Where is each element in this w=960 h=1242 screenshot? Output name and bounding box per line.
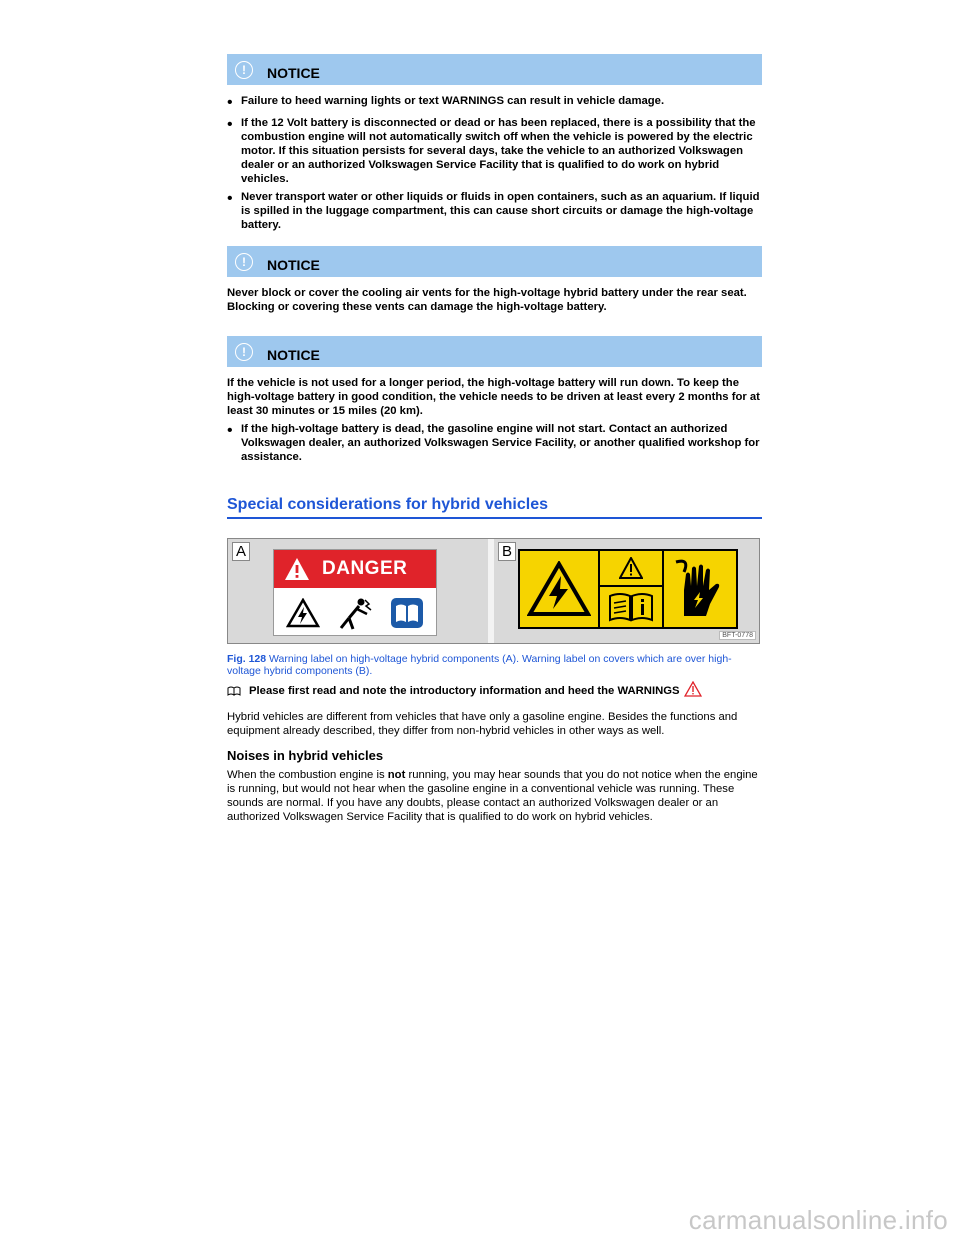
bullet-icon: •: [227, 422, 233, 439]
notice-box-2: [227, 246, 762, 314]
danger-word: DANGER: [322, 558, 408, 579]
panel-b-letter: B: [498, 542, 516, 561]
panel-a-letter: A: [232, 542, 250, 561]
notice-bullet: • Never transport water or other liquids or fluids in open containers, such as an aquarium. If liquid is spilled in the luggage compartment, this can cause short circuits or damage the high-voltage battery.: [227, 190, 760, 231]
notice-header: [227, 246, 762, 277]
manual-book-icon: [390, 597, 424, 629]
figure-code: BFT-0778: [719, 631, 756, 640]
high-voltage-triangle-icon: [527, 561, 591, 617]
emphasis-not: not: [387, 769, 406, 781]
panel-b: [494, 539, 760, 643]
notice-box-3: [227, 336, 762, 464]
exclamation-circle-icon: !: [235, 61, 253, 79]
danger-label: [273, 549, 437, 636]
notice-bullet: • Failure to heed warning lights or text WARNINGS can result in vehicle damage.: [227, 94, 665, 111]
notice-header: [227, 54, 762, 85]
caution-label: [518, 549, 738, 629]
read-note: [227, 685, 762, 697]
noises-paragraph: When the combustion engine is not running, you may hear sounds that you do not notice when the engine is running, but would not hear when the gasoline engine in a conventional vehicle was running. These sounds are normal. If you have any doubts, please contact an authorized Volkswagen dealer or an authorized Volkswagen Service Facility that is qualified to do work on hybrid vehicles.: [227, 769, 758, 823]
figure-caption: [227, 653, 762, 677]
exclamation-circle-icon: !: [235, 343, 253, 361]
exclamation-circle-icon: !: [235, 253, 253, 271]
figure-number: Fig. 128: [227, 653, 267, 665]
open-book-icon: [227, 686, 241, 696]
warning-triangle-icon: [284, 557, 310, 581]
warning-triangle-icon[interactable]: [684, 681, 702, 697]
panel-a: [228, 539, 488, 643]
notice-box-1: [227, 54, 762, 232]
notice-label: NOTICE: [267, 64, 320, 81]
notice-text: Never block or cover the cooling air vents for the high-voltage hybrid battery under the rear seat. Blocking or covering these vents can damage the high-voltage battery.: [227, 287, 747, 313]
bullet-icon: •: [227, 94, 233, 111]
notice-label: NOTICE: [267, 256, 320, 273]
notice-header: [227, 336, 762, 367]
notice-label: NOTICE: [267, 346, 320, 363]
bullet-icon: •: [227, 116, 233, 133]
notice-bullet: • If the 12 Volt battery is disconnected or dead or has been replaced, there is a possibility that the combustion engine will not automatically switch off when the vehicle is powered by the electric motor. If this situation persists for several days, take the vehicle to an authorized Volkswagen dealer or an authorized Volkswagen Service Facility that is qualified to do work on hybrid vehicles.: [227, 116, 756, 185]
watermark: carmanualsonline.info: [688, 1205, 948, 1235]
danger-header: [274, 550, 436, 590]
intro-paragraph: Hybrid vehicles are different from vehicles that have only a gasoline engine. Besides the functions and equipment already described, they differ from non-hybrid vehicles in other ways as well.: [227, 711, 738, 737]
read-manual-icon: [606, 590, 656, 624]
warning-triangle-icon: [619, 557, 643, 579]
noises-heading: Noises in hybrid vehicles: [227, 748, 384, 763]
hand-shock-icon: [670, 556, 730, 622]
high-voltage-triangle-icon: [286, 598, 320, 628]
bullet-icon: •: [227, 190, 233, 207]
notice-bullet: • If the high-voltage battery is dead, the gasoline engine will not start. Contact an authorized Volkswagen dealer, an authorized Volkswagen Service Facility, or another qualified workshop for assistance.: [227, 422, 760, 463]
read-note-text: Please first read and note the introductory information and heed the WARNINGS: [249, 685, 680, 697]
notice-text: If the vehicle is not used for a longer period, the high-voltage battery will run down. To keep the high-voltage battery in good condition, the vehicle needs to be driven at least every 2 months for at least 30 minutes or 15 miles (20 km).: [227, 377, 760, 417]
warning-labels-figure: [227, 538, 760, 644]
figure-caption-text: Warning label on high-voltage hybrid components (A). Warning label on covers which are over high-voltage hybrid components (B).: [227, 653, 732, 677]
section-title: Special considerations for hybrid vehicles: [227, 496, 762, 519]
electric-shock-person-icon: [335, 596, 375, 630]
